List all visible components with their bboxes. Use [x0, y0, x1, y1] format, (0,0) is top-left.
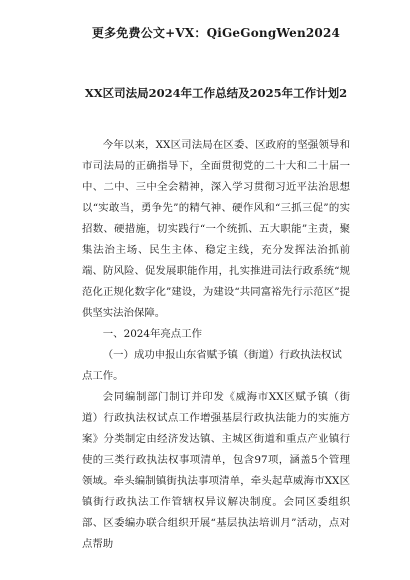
section-heading-highlights: 一、2024年亮点工作	[102, 328, 202, 340]
subsection-heading-pilot: （一）成功申报山东省赋予镇（街道）行政执法权试点工作。	[82, 349, 342, 382]
document-title: XX区司法局2024年工作总结及2025年工作计划2	[84, 86, 348, 100]
intro-paragraph: 今年以来，XX区司法局在区委、区政府的坚强领导和市司法局的正确指导下，全面贯彻党的二十大和二十届一中、二中、三中全会精神，深入学习贯彻习近平法治思想以“实敢当，勇争先”的精气神、硬作风和“三抓三促”的实招数、硬措施，切实践行“一个统抓、五大职能”主责，聚集法治主场、民生主体、稳定主线，充分发挥法治抓前端、防风险、促发展职能作用，扎实推进司法行政系统“规范化正规化数字化”建设，为建设“共同富裕先行示范区”提供坚实法治保障。	[82, 139, 350, 319]
promo-banner: 更多免费公文+VX：QiGeGongWen2024	[91, 26, 341, 40]
subsection-body-pilot: 会同编制部门制订并印发《威海市XX区赋予镇（街道）行政执法权试点工作增强基层行政执法能力的实施方案》分类制定由经济发达镇、主城区街道和重点产业镇行使的三类行政执法权事项清单，包含97项，涵盖5个管理领域。牵头编制镇街执法事项清单，牵头起草威海市XX区镇街行政执法工作管辖权异议解决制度。会同区委组织部、区委编办联合组织开展“基层执法培训月”活动，点对点帮助	[82, 391, 350, 550]
